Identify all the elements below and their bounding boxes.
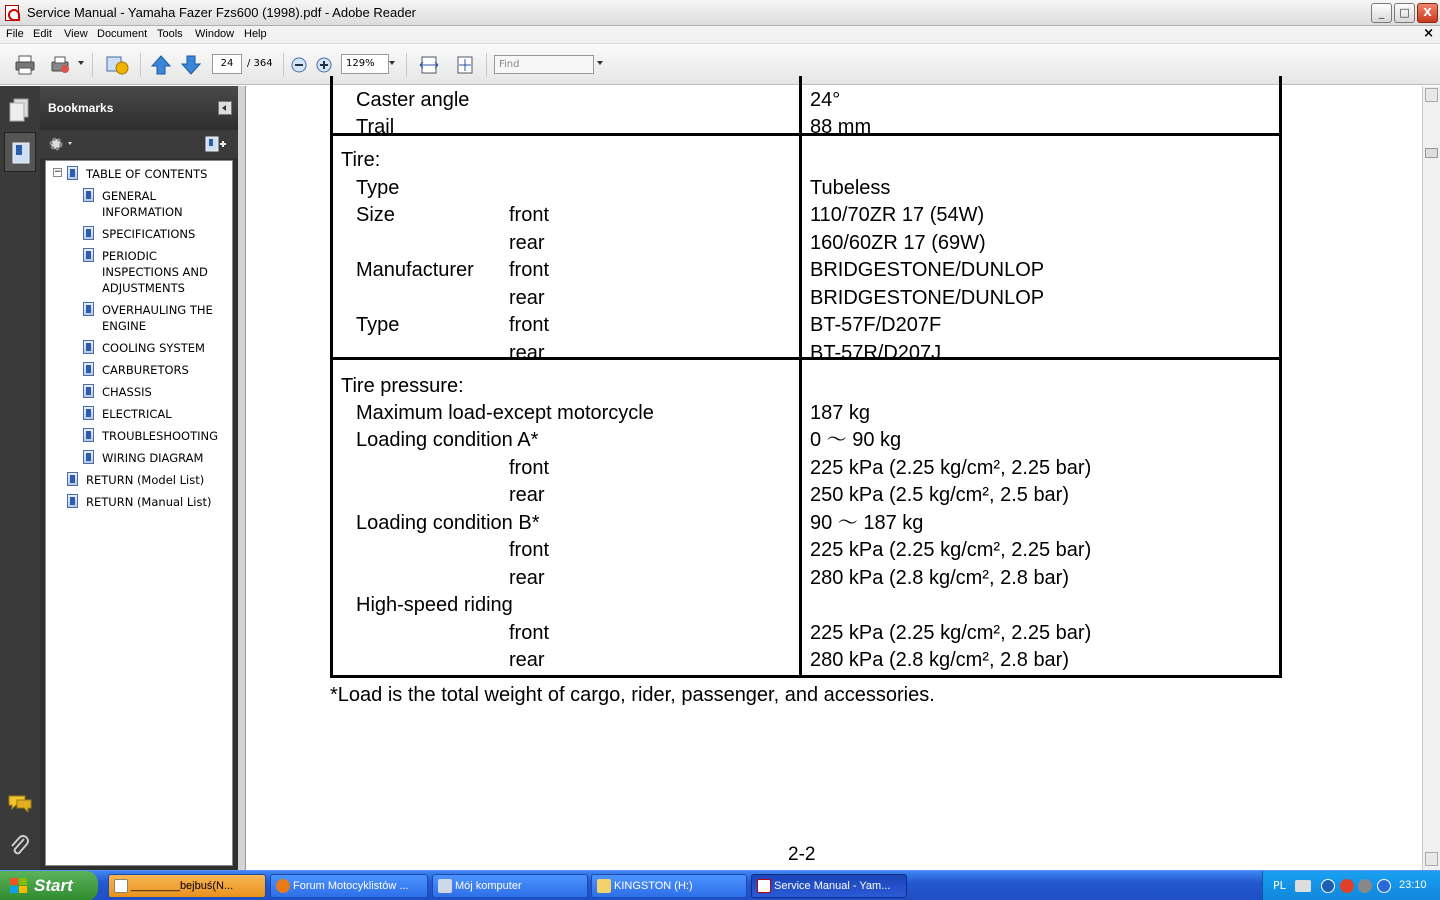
menu-document[interactable]: Document [97,28,148,40]
bookmark-troubleshooting[interactable]: TROUBLESHOOTING [102,429,219,443]
toolbar-separator [92,53,93,77]
spec-label: Caster angle [356,89,470,111]
bookmark-periodic-inspections[interactable]: PERIODIC INSPECTIONS AND ADJUSTMENTS [102,249,208,295]
spec-label: Loading condition B* [356,512,540,534]
spec-label: Maximum load-except motorcycle [356,402,654,424]
adobe-reader-icon [5,5,19,21]
scroll-thumb[interactable] [1425,148,1438,158]
collapse-panel-button[interactable] [218,101,232,115]
maximize-button[interactable]: □ [1394,3,1415,23]
spec-sublabel: front [509,314,550,336]
previous-page-icon[interactable] [150,54,172,76]
bookmark-icon [83,362,94,376]
comments-icon[interactable] [7,794,33,814]
spec-label: Trail [356,116,395,138]
spec-value: 280 kPa (2.8 kg/cm², 2.8 bar) [810,567,1070,589]
spec-value: BRIDGESTONE/DUNLOP [810,259,1045,281]
bookmarks-panel [40,86,238,870]
bookmarks-title: Bookmarks [48,101,114,115]
bookmark-cooling-system[interactable]: COOLING SYSTEM [102,341,205,355]
menu-file[interactable]: File [6,28,24,40]
table-divider [799,76,802,675]
computer-icon [438,879,452,893]
toolbar-separator [140,53,141,77]
info-icon[interactable] [1377,879,1391,893]
mail-icon [114,879,128,893]
spec-sublabel: front [509,259,550,281]
taskbar-item-my-computer[interactable]: Mój komputer [432,874,588,898]
vertical-scrollbar[interactable] [1422,86,1440,870]
spec-sublabel: front [509,622,550,644]
scroll-down-arrow-icon[interactable] [1425,852,1438,866]
bookmarks-icon [11,141,31,165]
language-indicator[interactable]: PL [1273,879,1286,892]
document-view [238,86,1422,870]
spec-sublabel: front [509,204,550,226]
minimize-button[interactable]: _ [1371,3,1392,23]
bookmark-icon [67,166,78,180]
clock: 23:10 [1399,879,1427,891]
close-document-button[interactable]: × [1423,26,1434,41]
table-divider [333,133,1279,136]
spec-label: Loading condition A* [356,429,539,451]
bookmark-icon [83,226,94,240]
find-dropdown-icon[interactable] [597,61,603,65]
bookmark-carburetors[interactable]: CARBURETORS [102,363,189,377]
bookmark-chassis[interactable]: CHASSIS [102,385,152,399]
footnote: *Load is the total weight of cargo, rider, passenger, and accessories. [330,684,935,706]
collapse-toc-icon[interactable]: − [54,167,62,177]
spec-value: 225 kPa (2.25 kg/cm², 2.25 bar) [810,457,1092,479]
spec-value: 187 kg [810,402,871,424]
zoom-out-icon[interactable] [290,54,308,76]
tray-arrow-icon[interactable] [1321,879,1335,893]
network-icon[interactable] [1358,879,1372,893]
fit-width-icon[interactable] [418,54,440,76]
spec-sublabel: rear [509,484,545,506]
spec-value: 250 kPa (2.5 kg/cm², 2.5 bar) [810,484,1070,506]
bookmarks-tree [45,160,233,866]
bookmark-table-of-contents[interactable]: TABLE OF CONTENTS [86,167,208,181]
bookmark-return-manual-list[interactable]: RETURN (Manual List) [86,495,212,509]
bookmarks-header [40,86,238,130]
zoom-in-icon[interactable] [315,54,333,76]
spec-value: 280 kPa (2.8 kg/cm², 2.8 bar) [810,649,1070,671]
bookmarks-panel-tab[interactable] [4,132,36,172]
bookmark-icon [83,248,94,262]
bookmark-overhauling-engine[interactable]: OVERHAULING THE ENGINE [102,303,213,333]
fit-page-icon[interactable] [454,54,476,76]
menu-bar [0,26,1440,44]
bookmark-icon [83,302,94,316]
bookmark-icon [83,406,94,420]
spec-sublabel: rear [509,287,545,309]
taskbar-item-kingston[interactable]: KINGSTON (H:) [591,874,747,898]
menu-window[interactable]: Window [195,28,235,40]
window-title: Service Manual - Yamaha Fazer Fzs600 (1998).pdf - Adobe Reader [27,5,417,20]
spec-value: 90 ～ 187 kg [810,512,924,534]
page-total: / 364 [247,58,273,69]
menu-help[interactable]: Help [244,28,267,40]
organizer-icon[interactable] [50,54,72,76]
print-icon[interactable] [14,54,36,76]
spec-sublabel: front [509,457,550,479]
spec-label: High-speed riding [356,594,513,616]
attachments-icon[interactable] [8,834,32,860]
antivirus-icon[interactable] [1340,879,1354,893]
spec-sublabel: rear [509,232,545,254]
taskbar-item-mail[interactable]: ________bejbuś(N... [108,874,266,898]
bookmark-general-information[interactable]: GENERAL INFORMATION [102,189,183,219]
keyboard-icon[interactable] [1295,880,1311,892]
options-gear-icon[interactable] [48,136,74,152]
bookmark-icon [83,428,94,442]
spec-value: 88 mm [810,116,872,138]
spec-label: Type [356,177,400,199]
spec-sublabel: rear [509,567,545,589]
bookmark-return-model-list[interactable]: RETURN (Model List) [86,473,205,487]
start-button[interactable]: Start [0,871,98,900]
table-divider [333,357,1279,360]
collaborate-icon[interactable] [104,54,130,76]
toolbar-separator [283,53,284,77]
spec-value: 24° [810,89,841,111]
spec-section-heading: Tire pressure: [341,375,464,397]
spec-value: 0 ～ 90 kg [810,429,902,451]
taskbar-item-service-manual[interactable]: Service Manual - Yam... [751,874,907,898]
find-input[interactable]: Find [494,55,594,74]
spec-sublabel: rear [509,342,545,364]
menu-edit[interactable]: Edit [33,28,52,40]
page-number-label: 2-2 [788,844,816,865]
taskbar [0,870,1440,900]
toolbar-separator [486,53,487,77]
spec-section-heading: Tire: [341,149,381,171]
spec-label: Type [356,314,400,336]
bookmark-icon [83,450,94,464]
bookmark-specifications[interactable]: SPECIFICATIONS [102,227,196,241]
windows-logo-icon [10,878,28,894]
menu-view[interactable]: View [64,28,88,40]
zoom-level-input[interactable]: 129% [341,54,389,74]
bookmark-electrical[interactable]: ELECTRICAL [102,407,172,421]
spec-value: 160/60ZR 17 (69W) [810,232,986,254]
firefox-icon [276,879,290,893]
zoom-dropdown-icon[interactable] [389,61,395,65]
bookmark-icon [83,340,94,354]
spec-sublabel: front [509,539,550,561]
scroll-up-arrow-icon[interactable] [1425,88,1438,102]
spec-value: BT-57F/D207F [810,314,942,336]
spec-value: 110/70ZR 17 (54W) [810,204,985,226]
bookmark-icon [67,472,78,486]
bookmarks-toolbar [40,130,238,158]
menu-tools[interactable]: Tools [157,28,183,40]
organizer-dropdown-icon[interactable] [78,61,84,65]
spec-sublabel: rear [509,649,545,671]
close-button[interactable]: X [1417,3,1438,23]
spec-value: 225 kPa (2.25 kg/cm², 2.25 bar) [810,539,1092,561]
title-bar [0,0,1440,26]
specification-table [330,76,1282,678]
toolbar-separator [406,53,407,77]
panel-splitter[interactable] [238,86,246,870]
spec-value: 225 kPa (2.25 kg/cm², 2.25 bar) [810,622,1092,644]
bookmark-icon [83,188,94,202]
pdf-page [246,86,1422,870]
spec-value: BRIDGESTONE/DUNLOP [810,287,1045,309]
bookmark-wiring-diagram[interactable]: WIRING DIAGRAM [102,451,204,465]
navigation-rail [0,86,40,870]
spec-label: Size [356,204,395,226]
taskbar-item-forum[interactable]: Forum Motocyklistów ... [270,874,428,898]
bookmark-icon [67,494,78,508]
pages-panel-icon[interactable] [8,98,30,124]
system-tray [1262,871,1440,900]
spec-label: Manufacturer [356,259,474,281]
pdf-icon [757,879,771,893]
spec-value: Tubeless [810,177,891,199]
page-number-input[interactable]: 24 [212,54,242,74]
new-bookmark-icon[interactable] [204,136,228,152]
next-page-icon[interactable] [180,54,202,76]
spec-value: BT-57R/D207J [810,342,942,364]
bookmark-icon [83,384,94,398]
folder-icon [597,879,611,893]
